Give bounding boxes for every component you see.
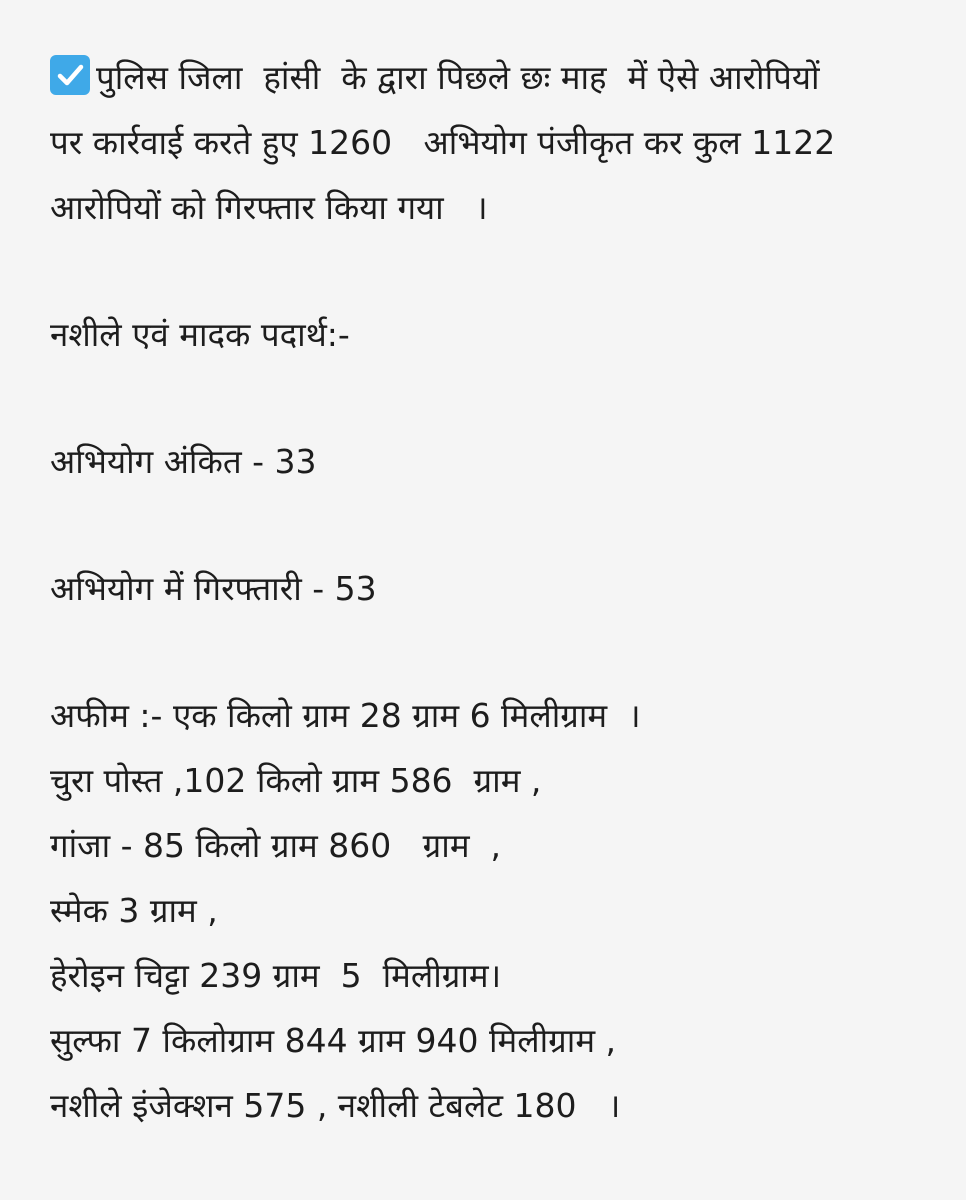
list-item: सुल्फा 7 किलोग्राम 844 ग्राम 940 मिलीग्राम , [50,1021,617,1060]
seizure-list [50,683,916,1138]
list-item: गांजा - 85 किलो ग्राम 860 ग्राम , [50,826,502,865]
list-item: हेरोइन चिट्टा 239 ग्राम 5 मिलीग्राम। [50,956,502,995]
spacer [50,621,916,683]
list-item: चुरा पोस्त ,102 किलो ग्राम 586 ग्राम , [50,761,542,800]
cases-registered: अभियोग अंकित - 33 [50,442,317,481]
list-item: स्मेक 3 ग्राम , [50,891,218,930]
intro-line-2: पर कार्रवाई करते हुए 1260 अभियोग पंजीकृत कर कुल 1122 [50,123,836,162]
intro-line-3: आरोपियों को गिरफ्तार किया गया । [50,188,488,227]
spacer [50,240,916,302]
check-mark-icon [50,55,90,95]
intro-paragraph [50,45,916,240]
section-heading: नशीले एवं मादक पदार्थ:- [50,315,350,354]
list-item: अफीम :- एक किलो ग्राम 28 ग्राम 6 मिलीग्राम । [50,696,641,735]
intro-line-1 [50,45,916,110]
intro-text-1: पुलिस जिला हांसी के द्वारा पिछले छः माह में ऐसे आरोपियों [96,58,820,97]
list-item: नशीले इंजेक्शन 575 , नशीली टेबलेट 180 । [50,1086,621,1125]
spacer [50,367,916,429]
arrests-count: अभियोग में गिरफ्तारी - 53 [50,569,377,608]
spacer [50,494,916,556]
